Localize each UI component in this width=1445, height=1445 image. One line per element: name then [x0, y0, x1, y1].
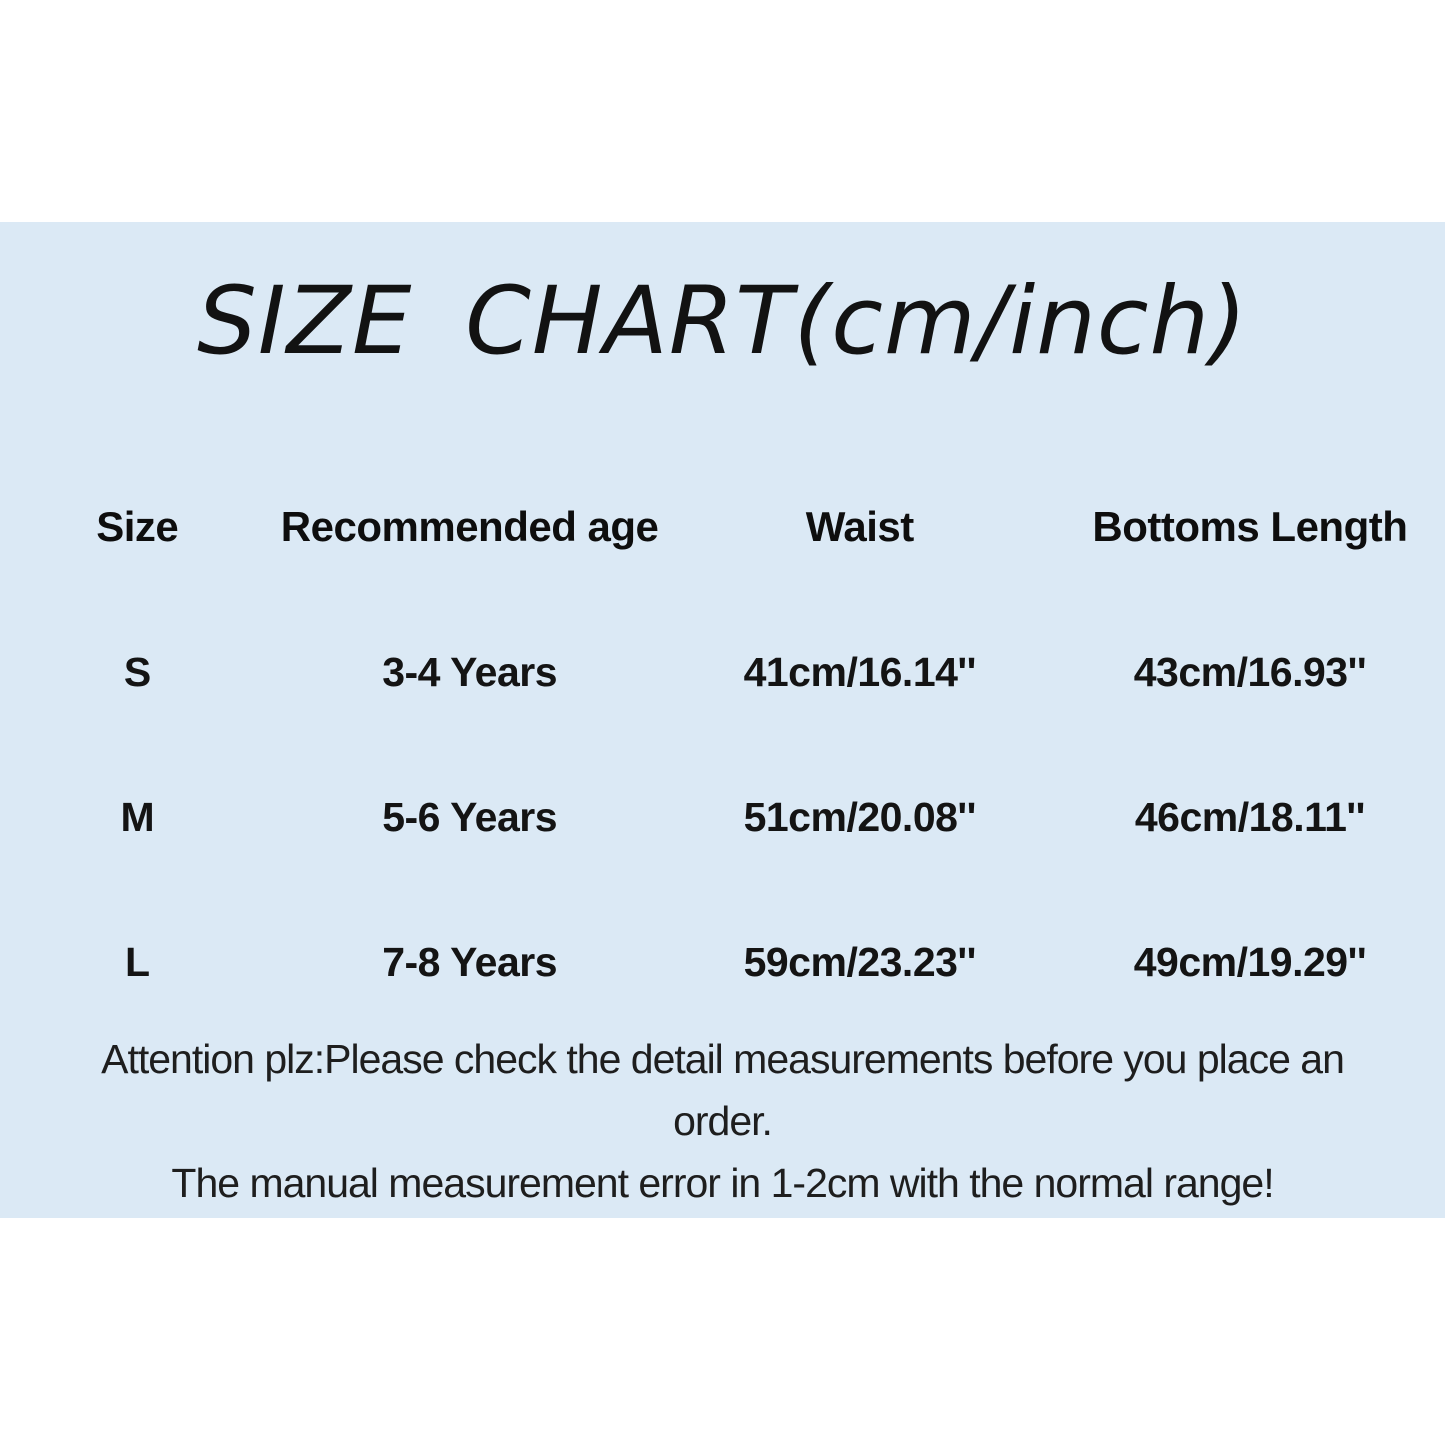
- attention-note-line-3: The manual measurement error in 1-2cm with the normal range!: [171, 1160, 1274, 1206]
- size-chart-title: SIZE CHART(cm/inch): [197, 267, 1248, 376]
- attention-note: [0, 1028, 1445, 1214]
- size-chart-panel: [0, 222, 1445, 1218]
- column-header-bottoms-length: Bottoms Length: [1092, 503, 1408, 550]
- cell-waist: 59cm/23.23'': [743, 938, 976, 985]
- cell-waist: 41cm/16.14'': [743, 648, 976, 695]
- cell-size: S: [123, 648, 151, 695]
- cell-size: L: [125, 938, 150, 985]
- table-row-size-m: [0, 787, 1445, 847]
- cell-bottoms-length: 46cm/18.11'': [1134, 793, 1365, 840]
- column-header-recommended-age: Recommended age: [280, 503, 659, 550]
- column-header-size: Size: [96, 503, 179, 550]
- table-row-size-s: [0, 642, 1445, 702]
- attention-note-line-1: Attention plz:Please check the detail measurements before you place an: [101, 1036, 1344, 1082]
- column-header-waist: Waist: [805, 503, 914, 550]
- table-header-row: [0, 497, 1445, 557]
- cell-bottoms-length: 43cm/16.93'': [1133, 648, 1367, 695]
- cell-size: M: [120, 793, 155, 840]
- cell-waist: 51cm/20.08'': [743, 793, 976, 840]
- attention-note-line-2: order.: [673, 1098, 772, 1144]
- table-row-size-l: [0, 932, 1445, 992]
- cell-recommended-age: 7-8 Years: [382, 938, 558, 985]
- cell-bottoms-length: 49cm/19.29'': [1133, 938, 1367, 985]
- cell-recommended-age: 5-6 Years: [382, 793, 558, 840]
- cell-recommended-age: 3-4 Years: [382, 648, 558, 695]
